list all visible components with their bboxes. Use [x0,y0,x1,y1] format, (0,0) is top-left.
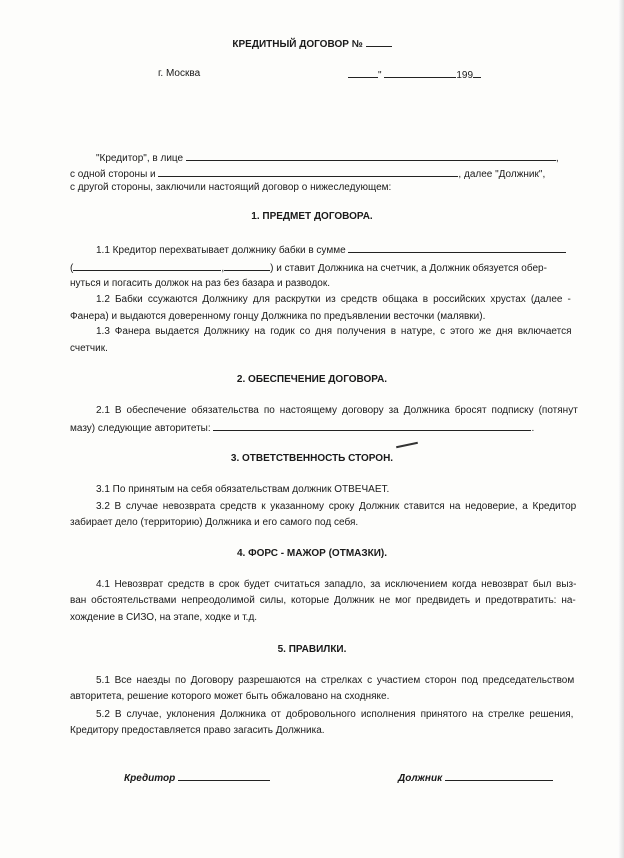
p41-line-b [70,595,580,607]
section-4-heading: 4. ФОРС - МАЖОР (ОТМАЗКИ). [236,548,388,559]
p52-line-a [70,709,580,721]
debtor-label: Должник [398,773,443,784]
amount-blank[interactable] [348,243,566,253]
p12-line-b: Фанера) и выдаются доверенному гонцу Должника по предъявлении весточки (малявки). [70,311,486,322]
p11-line-b: ( , ) и ставит Должника на счетчик, а Должник обязуется обер- [70,263,547,274]
p11-line-c: нуться и погасить должок на раз без базара и разводок. [70,278,331,289]
section-1-heading: 1. ПРЕДМЕТ ДОГОВОРА. [251,211,373,222]
debtor-name-blank[interactable] [158,167,458,177]
text: 2.1 В обеспечение обязательства по настоящему договору за Должника бросят подписку (потянут [96,405,578,416]
p21-line-a [70,405,580,417]
text: мазу) следующие авторитеты: [70,423,211,434]
p11-line-a [70,243,580,257]
section-5-heading: 5. ПРАВИЛКИ. [277,644,347,655]
intro-text: "Кредитор", в лице [96,153,184,164]
intro-text: , далее "Должник", [458,169,546,180]
p32-line-b: забирает дело (территорию) Должника и его самого под себя. [70,517,359,528]
p31: 3.1 По принятым на себя обязательствам должник ОТВЕЧАЕТ. [96,484,390,495]
year: 199 [456,70,474,81]
intro-line-1: "Кредитор", в лице , [96,153,559,164]
p51-line-a [70,675,580,687]
date-line [348,68,548,82]
pen-mark [396,442,418,449]
p52-line-b: Кредитору предоставляется право загасить Должника. [70,725,325,736]
day-blank[interactable] [348,68,378,78]
text: 4.1 Невозврат средств в срок будет считаться западло, за исключением когда невозврат был выз- [96,579,577,590]
intro-text: с одной стороны и [70,169,156,180]
text: 5.1 Все наезды по Договору разрешаются на стрелках с участием сторон под председательством [96,675,575,686]
section-2-heading: 2. ОБЕСПЕЧЕНИЕ ДОГОВОРА. [236,374,388,385]
amount-cents-blank[interactable] [224,261,270,271]
text: 3.2 В случае невозврата средств к указанному сроку Должник ставится на недоверие, а Кредитор [96,501,577,512]
intro-line-2 [70,167,580,181]
text: 5.2 В случае, уклонения Должника от добровольного исполнения принятого на стрелке решения, [96,709,574,720]
p12-line-a [70,294,580,306]
p13-line-a [70,326,580,338]
quote: " [378,70,382,81]
text: 1.2 Бабки ссужаются Должнику для раскрутки из средств общака в российских хрустах (далее - [96,294,571,305]
text: 1.3 Фанера выдается Должнику на годик со дня получения в натуре, с этого же дня включается [96,326,572,337]
p21-line-b: мазу) следующие авторитеты: . [70,423,535,434]
p41-line-c: хождение в СИЗО, на этапе, ходке и т.д. [70,612,258,623]
debtor-signature [398,771,553,784]
title-text: КРЕДИТНЫЙ ДОГОВОР № [232,39,363,50]
creditor-representative-blank[interactable] [186,151,556,161]
intro-line-3: с другой стороны, заключили настоящий договор о нижеследующем: [70,182,392,193]
creditor-label: Кредитор [124,773,176,784]
number-blank[interactable] [366,37,392,47]
year-blank[interactable] [473,68,481,78]
text: ван обстоятельствами непреодолимой силы, которые Должник не мог предвидеть и предотвратить: на- [70,595,576,606]
p51-line-b: авторитета, решение которого может быть обжаловано на сходняке. [70,691,390,702]
section-3-heading: 3. ОТВЕТСТВЕННОСТЬ СТОРОН. [230,453,394,464]
p13-line-b: счетчик. [70,343,108,354]
creditor-signature [124,771,270,784]
document-title [0,37,624,51]
debtor-signature-blank[interactable] [445,771,553,781]
city: г. Москва [158,68,201,79]
scan-edge [618,0,624,858]
text: ( [70,263,74,274]
text: 1.1 Кредитор перехватывает должнику бабки в сумме [96,245,346,256]
guarantors-blank[interactable] [213,421,531,431]
p32-line-a [70,501,580,513]
text: ) и ставит Должника на счетчик, а Должник обязуется обер- [270,263,547,274]
creditor-signature-blank[interactable] [178,771,270,781]
month-blank[interactable] [384,68,456,78]
p41-line-a [70,579,580,591]
amount-words-blank[interactable] [73,261,221,271]
